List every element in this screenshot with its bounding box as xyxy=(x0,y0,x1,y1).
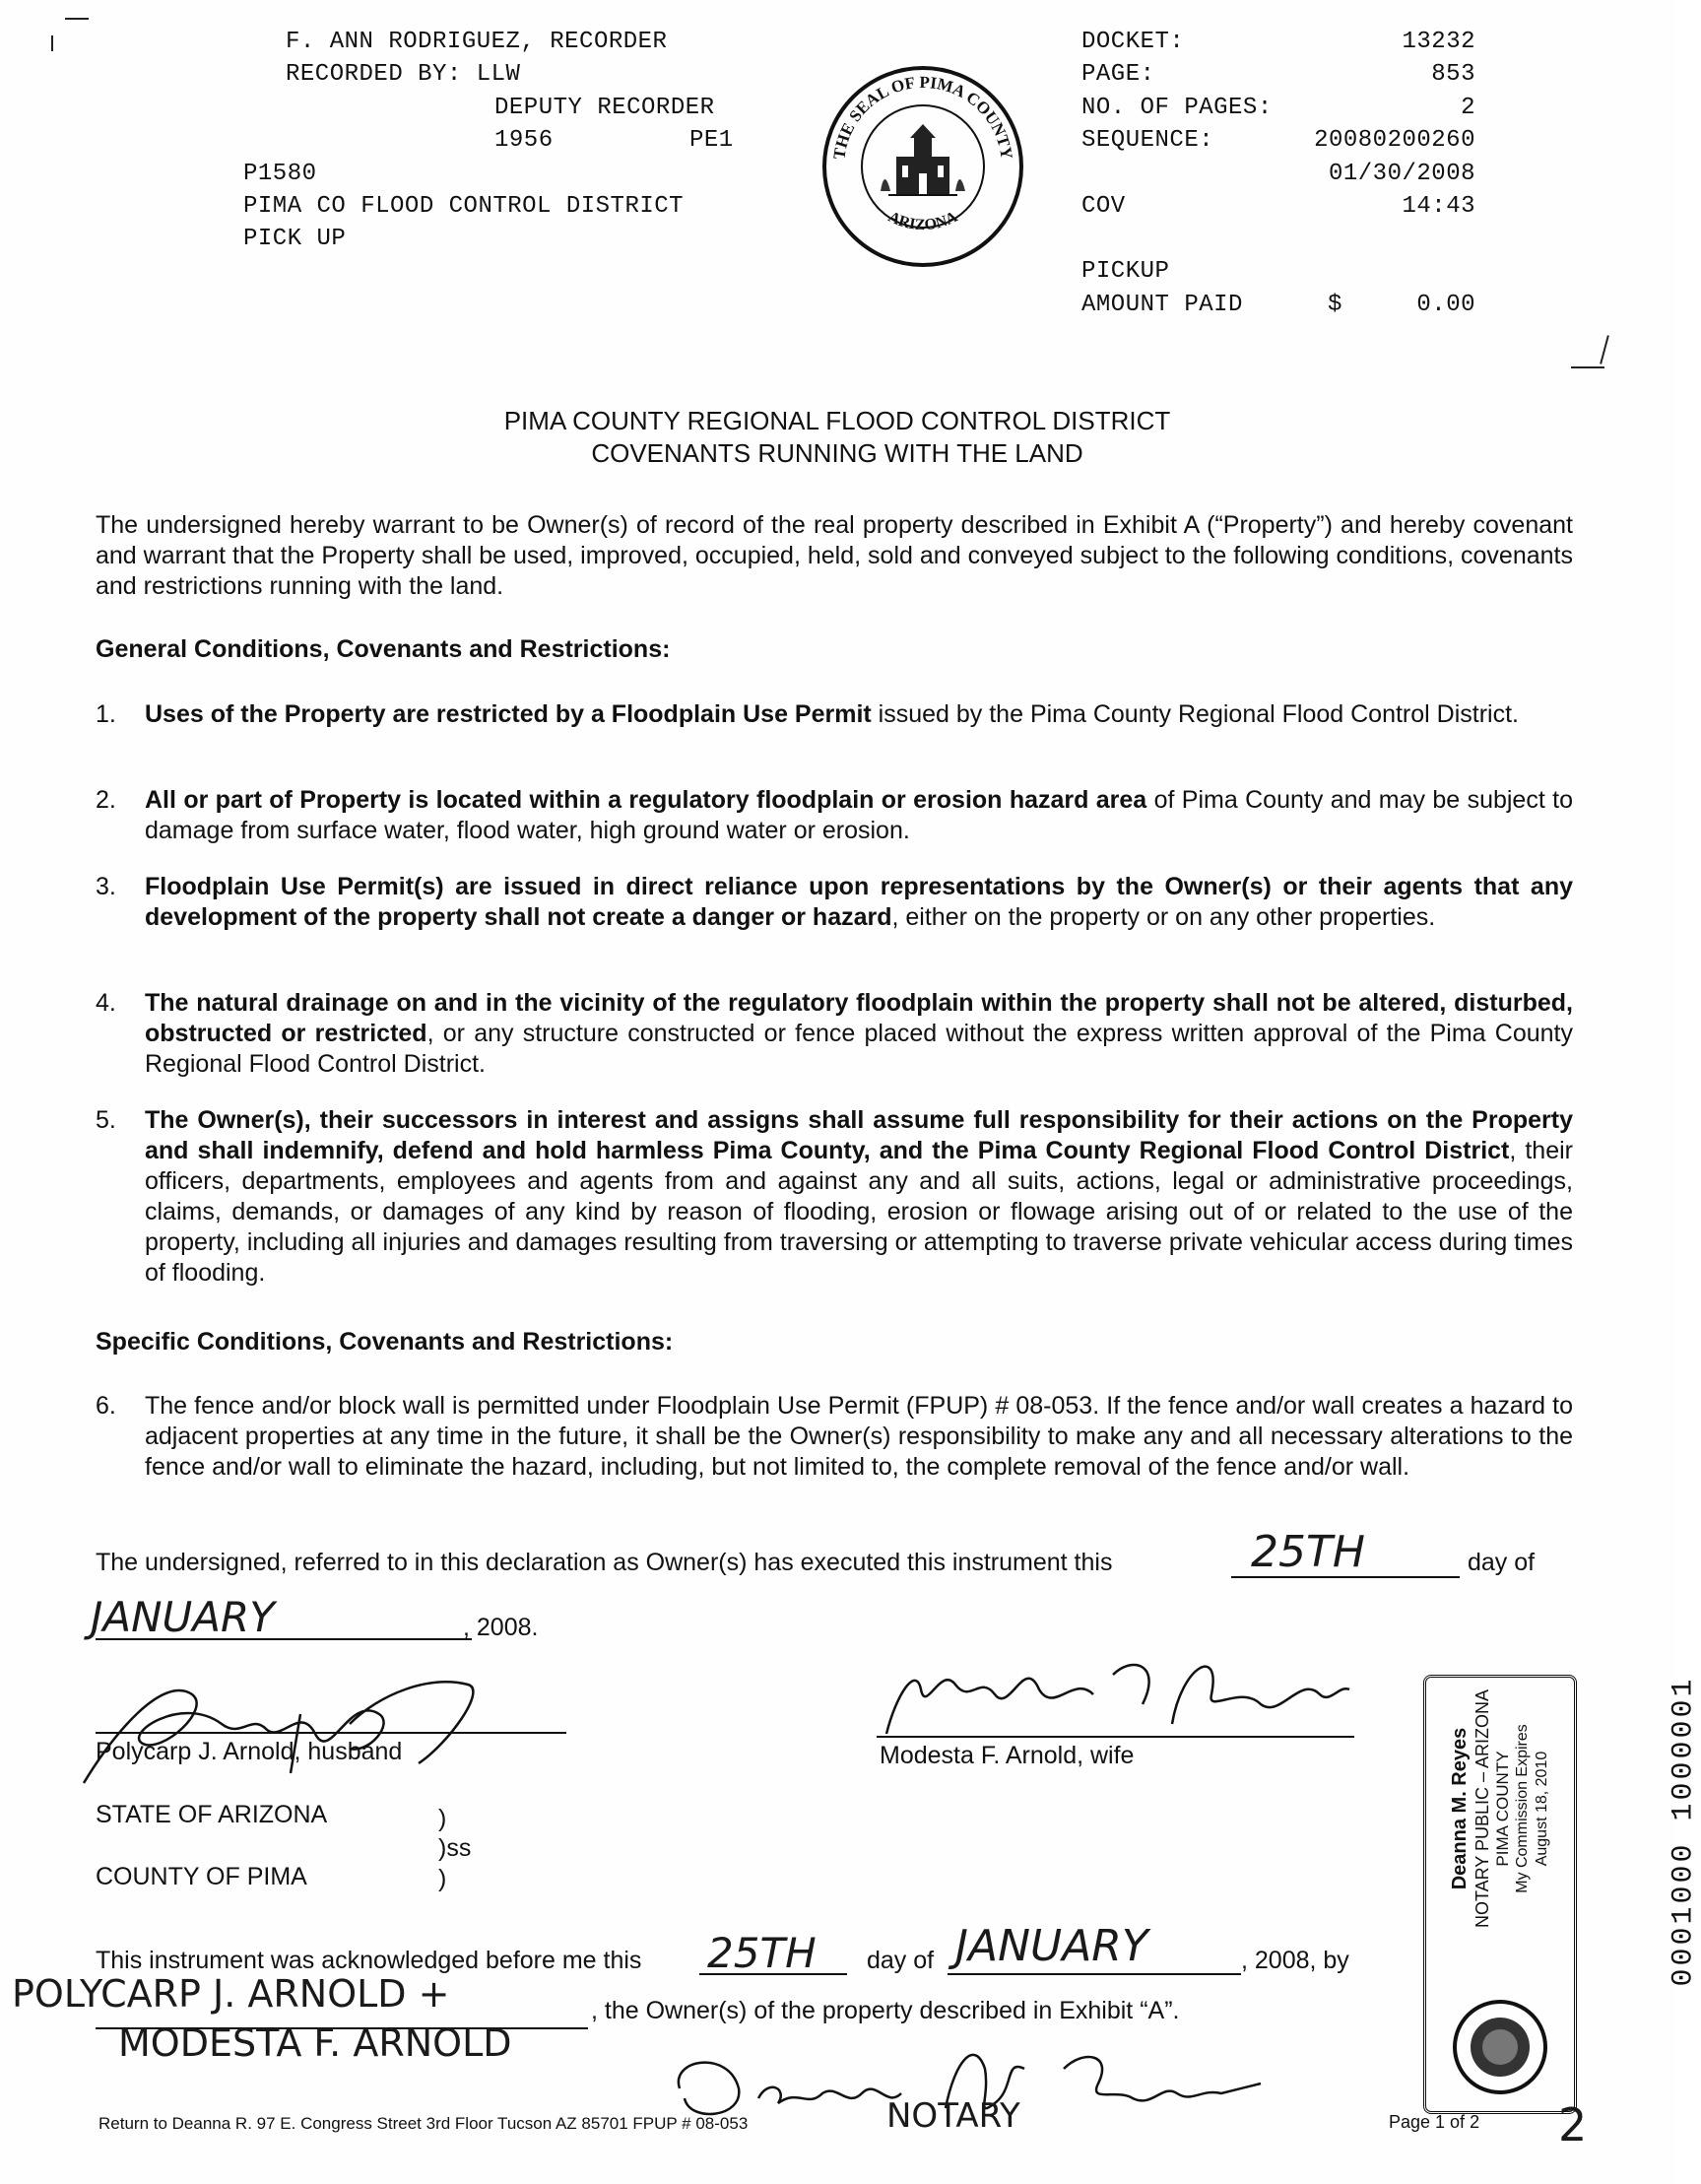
ack-day-handwritten: 25TH xyxy=(707,1929,817,1977)
notary-line3: PIMA COUNTY xyxy=(1493,1751,1512,1867)
intro-paragraph: The undersigned hereby warrant to be Owner(s) of record of the real property described in Exhibit A (“Property”) and hereby covenant and warrant that the Property shall be used, improved, occupied, held, sold and conveyed subject to the following conditions, covenants and restrictions running with the land. xyxy=(96,511,1573,600)
document-title-line2: COVENANTS RUNNING WITH THE LAND xyxy=(591,438,1083,468)
exec-year: , 2008. xyxy=(463,1614,539,1641)
district-name: PIMA CO FLOOD CONTROL DISTRICT xyxy=(243,193,685,220)
scan-mark-right xyxy=(1600,335,1609,364)
cov-label: COV xyxy=(1081,193,1126,220)
ack-owner-text: , the Owner(s) of the property described in Exhibit “A”. xyxy=(591,1997,1180,2024)
docket-label: DOCKET: xyxy=(1081,29,1185,55)
corner-page-mark: 2 xyxy=(1558,2098,1588,2151)
notary-handwritten: NOTARY xyxy=(886,2096,1020,2136)
signer-husband: Polycarp J. Arnold, husband xyxy=(96,1738,403,1765)
ack-day-of: day of xyxy=(867,1947,935,1974)
item-text: of Pima County and may be subject to damage from surface water, flood water, high ground water or erosion. xyxy=(145,786,1573,844)
code-b: PE1 xyxy=(689,127,734,154)
svg-text:ARIZONA: ARIZONA xyxy=(885,208,960,234)
record-time: 14:43 xyxy=(1402,193,1475,220)
recorded-by: RECORDED BY: LLW xyxy=(286,61,521,88)
scan-mark-top xyxy=(65,18,89,20)
venue-paren-1: ) xyxy=(438,1805,447,1832)
item-bold: The Owner(s), their successors in interest and assigns shall assume full responsibility for their actions on the Property and shall indemnify, defend and hold harmless Pima County, and the Pima County Regional Flood Control District xyxy=(145,1106,1573,1164)
ack-names-handwritten-2: MODESTA F. ARNOLD xyxy=(118,2021,512,2065)
signature-line-husband xyxy=(96,1732,566,1734)
page-value: 853 xyxy=(1431,61,1475,88)
document-title-line1: PIMA COUNTY REGIONAL FLOOD CONTROL DISTRICT xyxy=(503,406,1171,435)
page-label: PAGE: xyxy=(1081,61,1155,88)
ack-year: , 2008, by xyxy=(1241,1947,1349,1974)
item-bold: Uses of the Property are restricted by a Floodplain Use Permit xyxy=(145,700,872,728)
exec-day-of: day of xyxy=(1468,1549,1536,1576)
deputy-recorder: DEPUTY RECORDER xyxy=(494,95,715,121)
item-text: The fence and/or block wall is permitted under Floodplain Use Permit (FPUP) # 08-053. If the fence and/or wall creates a hazard to adjacent properties at any time in the future, it shall be the Owner(s) responsibility to make any and all necessary alterations to the fence and/or wall to eliminate the hazard, including, but not limited to, the complete removal of the fence and/or wall. xyxy=(145,1392,1573,1481)
notary-line5: August 18, 2010 xyxy=(1534,1751,1550,1867)
item-text: , their officers, departments, employees and agents from and against any and all suits, actions, legal or administrative proceedings, claims, demands, or damages of any kind by reason of flooding, erosion or flowage arising out of or related to the use of the property, including all injuries and damages resulting from traversing or attempting to traverse private vehicular access during times of flooding. xyxy=(145,1137,1573,1287)
item-text: , or any structure constructed or fence placed without the express written approval of the Pima County Regional Flood Control District. xyxy=(145,1020,1574,1078)
page-number: Page 1 of 2 xyxy=(1389,2112,1480,2132)
sequence-value: 20080200260 xyxy=(1314,127,1475,154)
exec-day-handwritten: 25TH xyxy=(1251,1527,1365,1577)
execution-text: The undersigned, referred to in this declaration as Owner(s) has executed this instrument this xyxy=(96,1549,1113,1576)
item-number: 4. xyxy=(96,989,116,1017)
item-number: 5. xyxy=(96,1106,116,1134)
footer-return-address: Return to Deanna R. 97 E. Congress Street 3rd Floor Tucson AZ 85701 FPUP # 08-053 xyxy=(98,2114,749,2133)
record-date: 01/30/2008 xyxy=(1328,161,1475,187)
notary-line2: NOTARY PUBLIC – ARIZONA xyxy=(1472,1688,1492,1929)
specific-heading: Specific Conditions, Covenants and Restrictions: xyxy=(96,1328,674,1356)
notary-seal-icon xyxy=(1451,1998,1549,2096)
scan-mark-right2 xyxy=(1571,366,1604,368)
item-bold: All or part of Property is located within a regulatory floodplain or erosion hazard area xyxy=(145,786,1147,814)
signer-wife: Modesta F. Arnold, wife xyxy=(880,1742,1135,1769)
pages-label: NO. OF PAGES: xyxy=(1081,95,1273,121)
code-a: 1956 xyxy=(494,127,554,154)
ack-month-handwritten: JANUARY xyxy=(955,1921,1148,1971)
pickup-label: PICK UP xyxy=(243,226,347,252)
pima-county-seal xyxy=(819,63,1026,270)
signature-line-wife xyxy=(877,1736,1354,1738)
general-heading: General Conditions, Covenants and Restrictions: xyxy=(96,635,671,663)
item-number: 6. xyxy=(96,1392,116,1420)
ack-month-line xyxy=(948,1973,1241,1975)
state-label: STATE OF ARIZONA xyxy=(96,1801,328,1828)
item-number: 3. xyxy=(96,873,116,900)
notary-stamp-text xyxy=(1448,1607,1552,2011)
recorder-name: F. ANN RODRIGUEZ, RECORDER xyxy=(286,29,668,55)
item-bold: Floodplain Use Permit(s) are issued in direct reliance upon representations by the Owner(s) or their agents that any development of the property shall not create a danger or hazard xyxy=(145,873,1573,931)
p-code: P1580 xyxy=(243,161,317,187)
notary-stamp xyxy=(1423,1675,1577,2114)
pickup2-label: PICKUP xyxy=(1081,258,1170,285)
signature-husband xyxy=(54,1655,517,1793)
ack-names-handwritten-1: POLYCARP J. ARNOLD + xyxy=(12,1972,450,2016)
venue-ss: )ss xyxy=(438,1834,472,1862)
item-number: 1. xyxy=(96,700,116,728)
side-recording-number: 0001000 1000001 xyxy=(1667,1676,1701,1987)
item-number: 2. xyxy=(96,786,116,814)
item-bold: The natural drainage on and in the vicinity of the regulatory floodplain within the property shall not be altered, disturbed, obstructed or restricted xyxy=(145,989,1573,1047)
venue-paren-2: ) xyxy=(438,1865,447,1892)
amount-value: 0.00 xyxy=(1416,292,1475,318)
ack-text: This instrument was acknowledged before me this xyxy=(96,1947,642,1974)
notary-line4: My Commission Expires xyxy=(1514,1724,1531,1893)
notary-name: Deanna M. Reyes xyxy=(1449,1727,1471,1890)
amount-label: AMOUNT PAID xyxy=(1081,292,1243,318)
amount-currency: $ xyxy=(1328,292,1342,318)
sequence-label: SEQUENCE: xyxy=(1081,127,1214,154)
county-label: COUNTY OF PIMA xyxy=(96,1863,307,1890)
scan-mark-left xyxy=(51,35,53,51)
docket-value: 13232 xyxy=(1402,29,1475,55)
svg-text:THE SEAL OF PIMA COUNTY: THE SEAL OF PIMA COUNTY xyxy=(829,72,1016,161)
pages-value: 2 xyxy=(1461,95,1475,121)
item-text: issued by the Pima County Regional Flood Control District. xyxy=(871,700,1519,728)
item-text: , either on the property or on any other properties. xyxy=(891,903,1436,931)
exec-month-handwritten: JANUARY xyxy=(91,1593,275,1641)
